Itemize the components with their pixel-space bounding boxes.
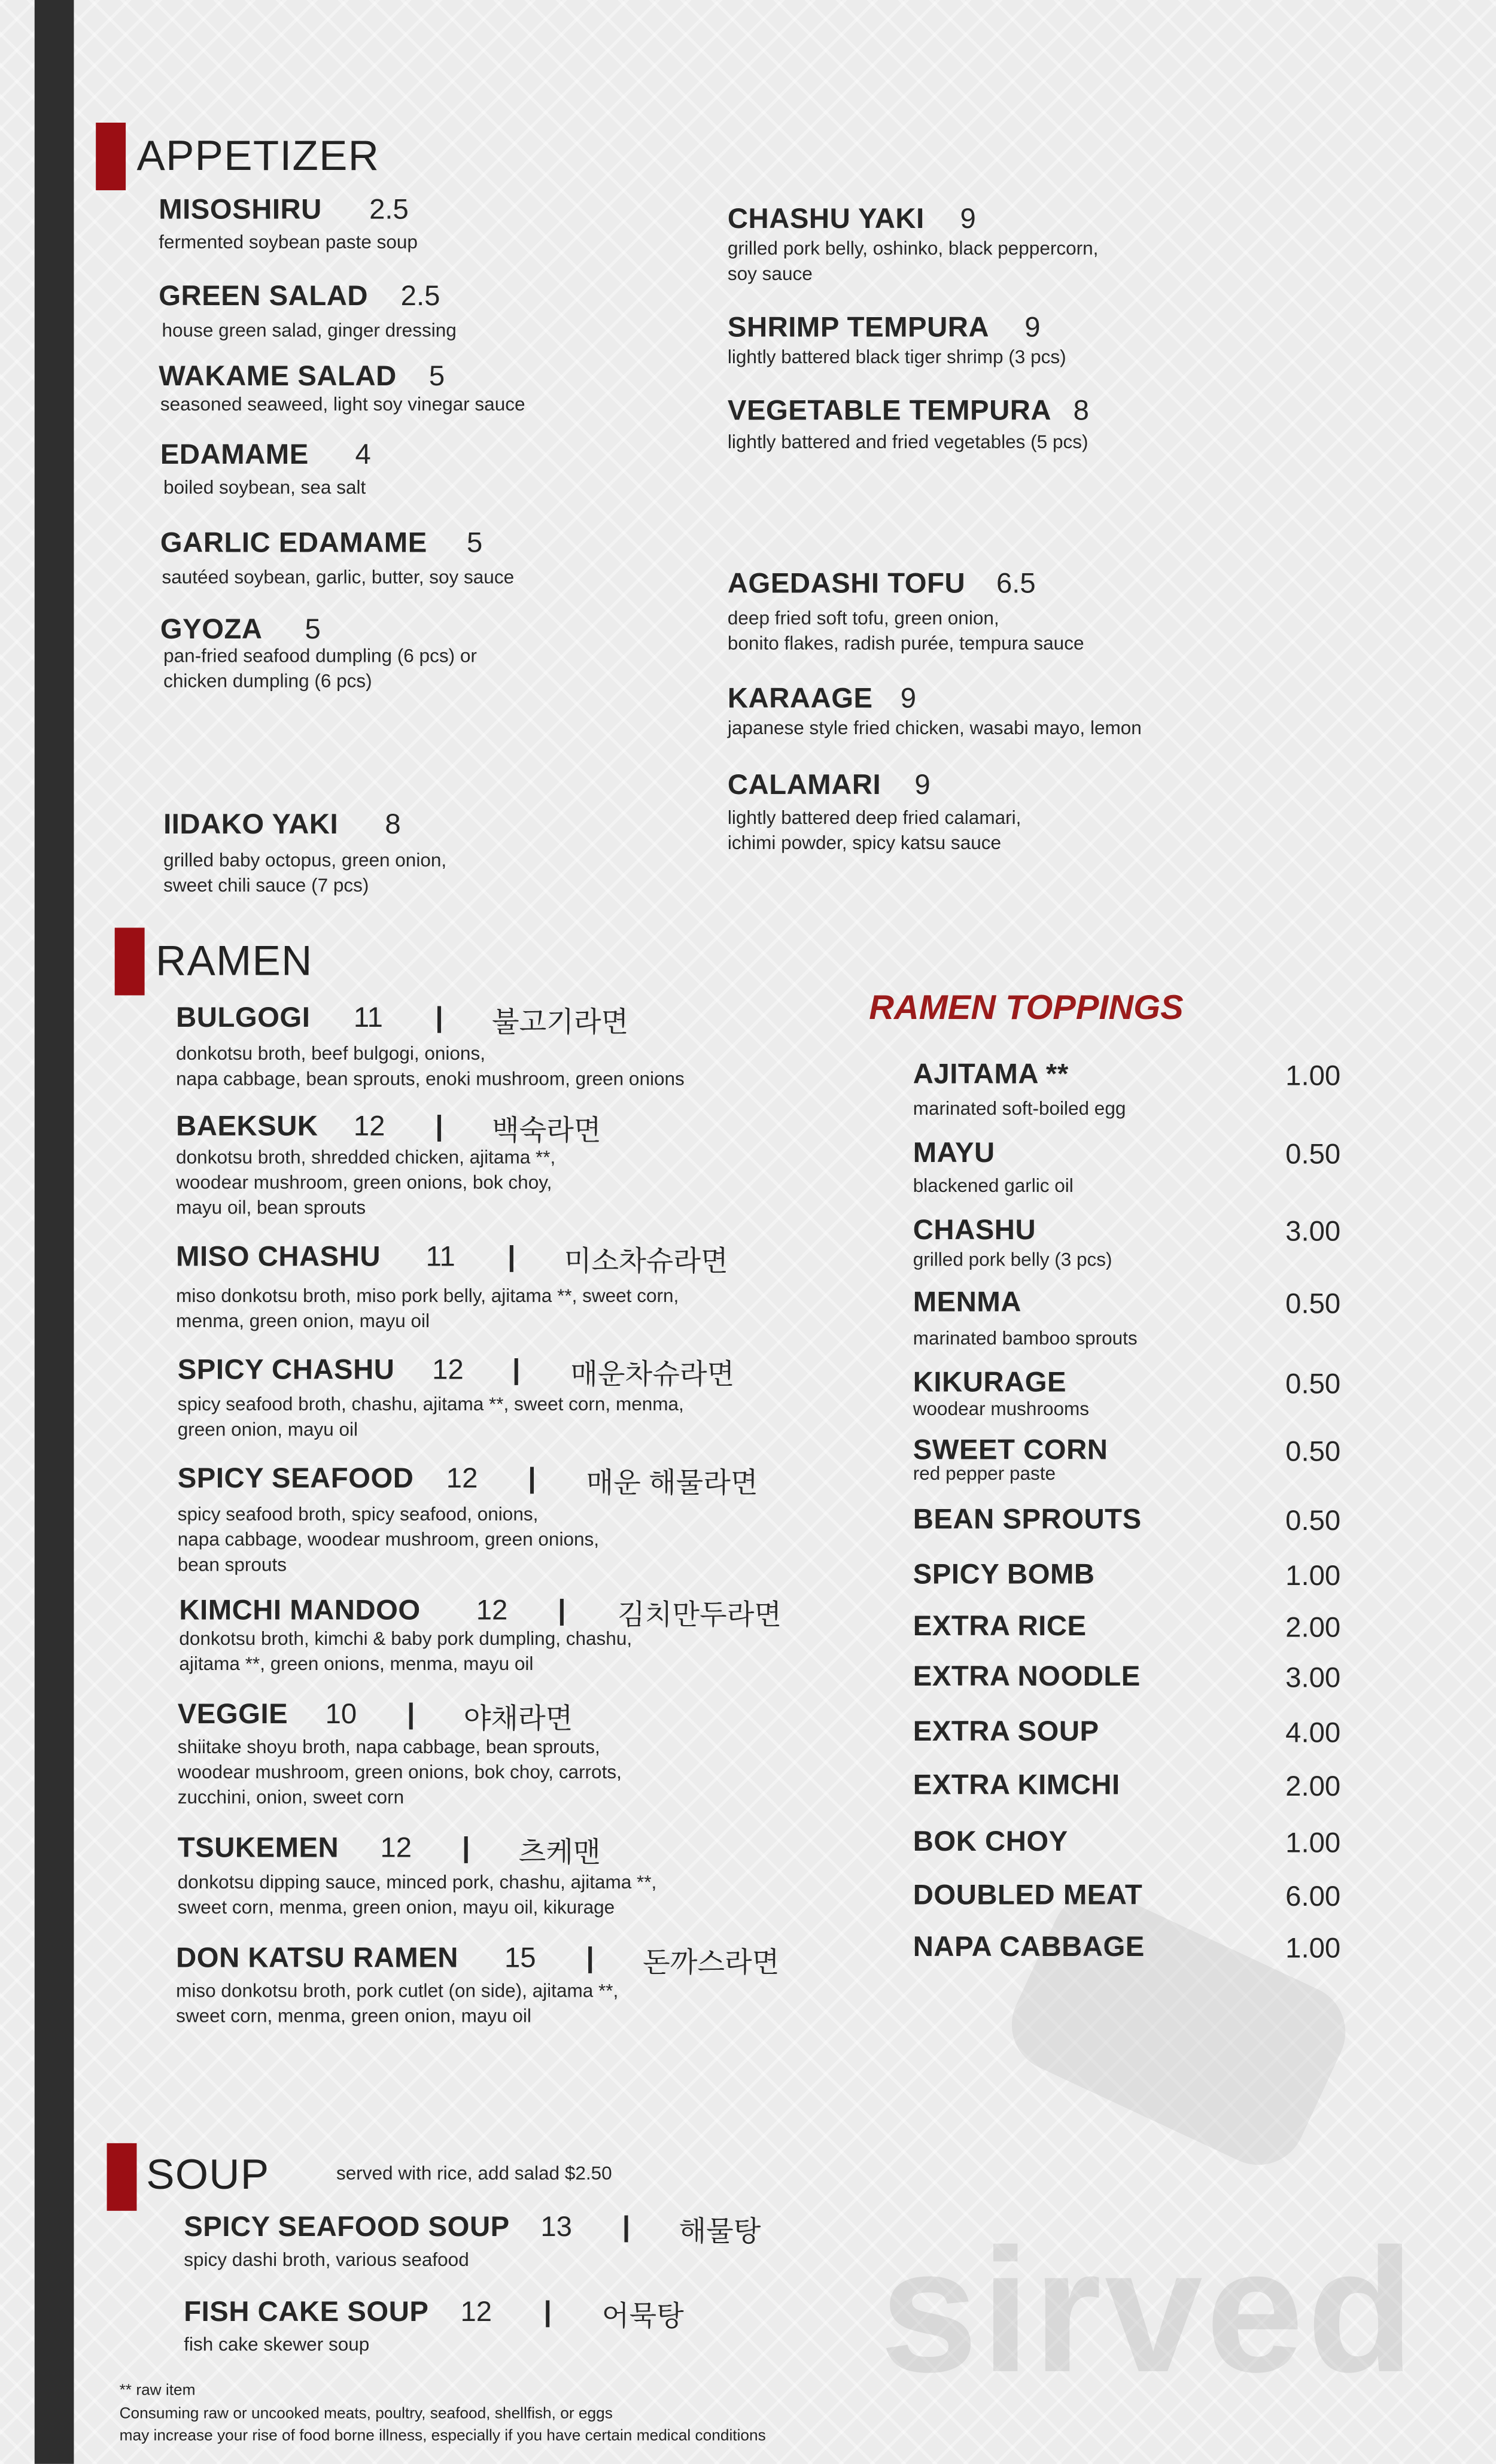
- appetizer-price: 4: [355, 439, 371, 470]
- ramen-heading: RAMEN: [155, 937, 313, 985]
- ramen-name: VEGGIE: [177, 1698, 288, 1730]
- topping-name: BOK CHOY: [913, 1825, 1068, 1857]
- ramen-price: 11: [425, 1240, 455, 1272]
- ramen-separator: |: [528, 1462, 536, 1494]
- appetizer-name: GREEN SALAD: [159, 279, 369, 312]
- ramen-description: donkotsu broth, kimchi & baby pork dumpling, chashu,: [179, 1627, 633, 1650]
- appetizer-description: pan-fried seafood dumpling (6 pcs) or: [163, 644, 477, 667]
- appetizer-price: 2.5: [400, 279, 440, 312]
- ramen-separator: |: [507, 1240, 516, 1272]
- ramen-name: BULGOGI: [176, 1001, 311, 1033]
- ramen-korean-name: 매운 해물라면: [586, 1467, 758, 1499]
- ramen-price: 12: [446, 1462, 478, 1494]
- ramen-description: bean sprouts: [177, 1553, 287, 1576]
- topping-name: SPICY BOMB: [913, 1558, 1095, 1590]
- appetizer-name: AGEDASHI TOFU: [727, 567, 966, 600]
- topping-name: MENMA: [913, 1286, 1021, 1318]
- appetizer-price: 9: [914, 769, 931, 801]
- appetizer-price: 6.5: [996, 567, 1036, 600]
- soup-separator: |: [622, 2210, 631, 2243]
- ramen-description: miso donkotsu broth, miso pork belly, ajitama **, sweet corn,: [176, 1284, 679, 1307]
- topping-price: 1.00: [1285, 1827, 1341, 1859]
- ramen-description: ajitama **, green onions, menma, mayu oil: [179, 1652, 534, 1675]
- topping-name: NAPA CABBAGE: [913, 1931, 1145, 1963]
- ramen-description: spicy seafood broth, chashu, ajitama **, sweet corn, menma,: [177, 1393, 684, 1416]
- appetizer-name: SHRIMP TEMPURA: [727, 311, 990, 343]
- topping-name: EXTRA SOUP: [913, 1715, 1099, 1747]
- appetizer-description: boiled soybean, sea salt: [163, 476, 366, 499]
- appetizer-name: GYOZA: [160, 613, 263, 645]
- ramen-name: SPICY CHASHU: [177, 1353, 395, 1386]
- topping-description: red pepper paste: [913, 1462, 1056, 1485]
- soup-heading: SOUP: [146, 2150, 270, 2198]
- topping-name: MAYU: [913, 1136, 995, 1169]
- ramen-description: spicy seafood broth, spicy seafood, onions,: [177, 1503, 539, 1526]
- appetizer-description: ichimi powder, spicy katsu sauce: [727, 832, 1002, 854]
- appetizer-price: 5: [305, 613, 321, 645]
- appetizer-description: lightly battered and fried vegetables (5 pcs): [727, 431, 1088, 453]
- cutlery-watermark-icon: [996, 1876, 1361, 2180]
- appetizer-price: 9: [960, 202, 976, 235]
- ramen-korean-name: 미소차슈라면: [564, 1245, 728, 1277]
- ramen-description: green onion, mayu oil: [177, 1418, 358, 1441]
- topping-name: DOUBLED MEAT: [913, 1879, 1143, 1911]
- ramen-korean-name: 김치만두라면: [618, 1599, 782, 1631]
- soup-name: FISH CAKE SOUP: [184, 2295, 429, 2328]
- sirved-watermark: sirved: [880, 2212, 1418, 2409]
- ramen-korean-name: 매운차슈라면: [570, 1358, 735, 1391]
- topping-name: EXTRA KIMCHI: [913, 1769, 1120, 1800]
- soup-note: served with rice, add salad $2.50: [336, 2162, 612, 2185]
- ramen-description: sweet corn, menma, green onion, mayu oil, kikurage: [177, 1896, 615, 1919]
- topping-price: 3.00: [1285, 1215, 1341, 1247]
- ramen-price: 12: [353, 1110, 385, 1142]
- ramen-price: 10: [325, 1698, 357, 1730]
- ramen-name: BAEKSUK: [176, 1110, 318, 1142]
- topping-description: grilled pork belly (3 pcs): [913, 1248, 1112, 1271]
- appetizer-description: house green salad, ginger dressing: [162, 319, 457, 342]
- appetizer-name: VEGETABLE TEMPURA: [727, 394, 1052, 427]
- appetizer-price: 8: [385, 808, 401, 840]
- topping-price: 1.00: [1285, 1932, 1341, 1964]
- ramen-korean-name: 불고기라면: [491, 1006, 629, 1038]
- appetizer-description: lightly battered black tiger shrimp (3 pcs): [727, 346, 1066, 368]
- ramen-description: woodear mushroom, green onions, bok choy, carrots,: [177, 1761, 622, 1784]
- topping-price: 1.00: [1285, 1060, 1341, 1091]
- appetizer-name: MISOSHIRU: [159, 193, 322, 225]
- ramen-description: donkotsu dipping sauce, minced pork, chashu, ajitama **,: [177, 1871, 657, 1893]
- appetizer-price: 9: [900, 682, 917, 714]
- soup-separator: |: [543, 2295, 552, 2328]
- topping-price: 2.00: [1285, 1771, 1341, 1802]
- appetizer-name: EDAMAME: [160, 439, 309, 470]
- topping-name: AJITAMA **: [913, 1058, 1069, 1090]
- topping-name: EXTRA NOODLE: [913, 1660, 1141, 1692]
- appetizer-description: grilled pork belly, oshinko, black peppercorn,: [727, 237, 1099, 260]
- topping-name: KIKURAGE: [913, 1366, 1067, 1398]
- ramen-separator: |: [512, 1353, 521, 1386]
- ramen-price: 12: [432, 1353, 464, 1386]
- soup-red-marker: [107, 2143, 137, 2211]
- ramen-toppings-heading: RAMEN TOPPINGS: [869, 987, 1184, 1027]
- ramen-price: 12: [380, 1832, 412, 1864]
- ramen-separator: |: [435, 1110, 443, 1142]
- topping-price: 2.00: [1285, 1611, 1341, 1644]
- appetizer-name: KARAAGE: [727, 682, 873, 714]
- ramen-description: miso donkotsu broth, pork cutlet (on side), ajitama **,: [176, 1979, 619, 2002]
- ramen-name: KIMCHI MANDOO: [179, 1594, 421, 1626]
- ramen-price: 11: [353, 1001, 383, 1033]
- appetizer-price: 9: [1024, 311, 1041, 343]
- appetizer-price: 5: [428, 360, 445, 392]
- ramen-name: SPICY SEAFOOD: [177, 1462, 414, 1494]
- soup-name: SPICY SEAFOOD SOUP: [184, 2210, 510, 2243]
- appetizer-heading: APPETIZER: [136, 132, 380, 180]
- ramen-description: shiitake shoyu broth, napa cabbage, bean sprouts,: [177, 1736, 600, 1758]
- topping-description: marinated bamboo sprouts: [913, 1327, 1138, 1349]
- ramen-separator: |: [435, 1001, 443, 1033]
- appetizer-name: CHASHU YAKI: [727, 202, 925, 235]
- ramen-description: woodear mushroom, green onions, bok choy,: [176, 1171, 552, 1194]
- left-dark-bar: [35, 0, 74, 2464]
- ramen-description: donkotsu broth, beef bulgogi, onions,: [176, 1042, 485, 1065]
- appetizer-name: IIDAKO YAKI: [163, 808, 339, 840]
- appetizer-red-marker: [96, 123, 126, 190]
- footer-warning-line-2: may increase your rise of food borne illness, especially if you have certain medical conditions: [119, 2428, 766, 2445]
- soup-price: 13: [540, 2210, 572, 2243]
- ramen-description: sweet corn, menma, green onion, mayu oil: [176, 2004, 531, 2027]
- topping-name: EXTRA RICE: [913, 1610, 1087, 1642]
- ramen-separator: |: [558, 1594, 566, 1626]
- soup-korean-name: 어묵탕: [601, 2300, 684, 2332]
- topping-price: 0.50: [1285, 1504, 1341, 1537]
- ramen-korean-name: 야채라면: [463, 1703, 573, 1735]
- soup-korean-name: 해물탕: [679, 2215, 761, 2247]
- appetizer-description: fermented soybean paste soup: [159, 231, 418, 254]
- ramen-name: DON KATSU RAMEN: [176, 1942, 458, 1974]
- topping-name: SWEET CORN: [913, 1434, 1108, 1466]
- appetizer-description: soy sauce: [727, 262, 813, 285]
- appetizer-description: grilled baby octopus, green onion,: [163, 849, 447, 871]
- appetizer-description: bonito flakes, radish purée, tempura sauce: [727, 632, 1084, 655]
- ramen-description: menma, green onion, mayu oil: [176, 1310, 430, 1332]
- ramen-name: TSUKEMEN: [177, 1832, 339, 1864]
- appetizer-description: sweet chili sauce (7 pcs): [163, 874, 369, 896]
- ramen-separator: |: [586, 1942, 594, 1974]
- topping-name: CHASHU: [913, 1213, 1036, 1246]
- topping-price: 4.00: [1285, 1717, 1341, 1749]
- ramen-korean-name: 돈까스라면: [643, 1946, 780, 1978]
- appetizer-name: CALAMARI: [727, 769, 881, 801]
- ramen-description: napa cabbage, bean sprouts, enoki mushroom, green onions: [176, 1067, 685, 1090]
- appetizer-description: deep fried soft tofu, green onion,: [727, 607, 999, 629]
- ramen-name: MISO CHASHU: [176, 1240, 381, 1272]
- topping-price: 0.50: [1285, 1288, 1341, 1319]
- appetizer-name: WAKAME SALAD: [159, 360, 397, 392]
- ramen-separator: |: [462, 1832, 470, 1864]
- ramen-separator: |: [407, 1698, 415, 1730]
- topping-price: 0.50: [1285, 1368, 1341, 1400]
- appetizer-price: 5: [466, 527, 483, 558]
- ramen-korean-name: 백숙라면: [491, 1115, 601, 1146]
- appetizer-price: 2.5: [369, 193, 409, 225]
- topping-price: 0.50: [1285, 1435, 1341, 1467]
- footer-raw-note: ** raw item: [119, 2382, 196, 2400]
- topping-price: 3.00: [1285, 1662, 1341, 1694]
- appetizer-description: seasoned seaweed, light soy vinegar sauce: [160, 393, 525, 415]
- footer-warning-line-1: Consuming raw or uncooked meats, poultry, seafood, shellfish, or eggs: [119, 2405, 613, 2423]
- ramen-korean-name: 츠케맨: [518, 1836, 601, 1868]
- appetizer-name: GARLIC EDAMAME: [160, 527, 427, 558]
- ramen-description: mayu oil, bean sprouts: [176, 1196, 366, 1219]
- appetizer-description: sautéed soybean, garlic, butter, soy sauce: [162, 566, 515, 588]
- ramen-description: zucchini, onion, sweet corn: [177, 1786, 405, 1809]
- ramen-price: 15: [504, 1942, 536, 1974]
- topping-price: 1.00: [1285, 1559, 1341, 1592]
- topping-description: woodear mushrooms: [913, 1398, 1090, 1420]
- soup-description: fish cake skewer soup: [184, 2333, 370, 2356]
- ramen-description: napa cabbage, woodear mushroom, green onions,: [177, 1528, 600, 1551]
- topping-description: marinated soft-boiled egg: [913, 1097, 1126, 1120]
- ramen-description: donkotsu broth, shredded chicken, ajitama **,: [176, 1146, 556, 1169]
- ramen-red-marker: [115, 927, 145, 995]
- soup-description: spicy dashi broth, various seafood: [184, 2248, 469, 2271]
- appetizer-description: lightly battered deep fried calamari,: [727, 807, 1021, 829]
- topping-price: 6.00: [1285, 1880, 1341, 1912]
- ramen-price: 12: [476, 1594, 508, 1626]
- appetizer-price: 8: [1073, 394, 1089, 427]
- appetizer-description: japanese style fried chicken, wasabi mayo, lemon: [727, 717, 1142, 740]
- topping-description: blackened garlic oil: [913, 1175, 1074, 1197]
- topping-price: 0.50: [1285, 1138, 1341, 1170]
- appetizer-description: chicken dumpling (6 pcs): [163, 670, 372, 692]
- soup-price: 12: [460, 2295, 492, 2328]
- topping-name: BEAN SPROUTS: [913, 1503, 1142, 1535]
